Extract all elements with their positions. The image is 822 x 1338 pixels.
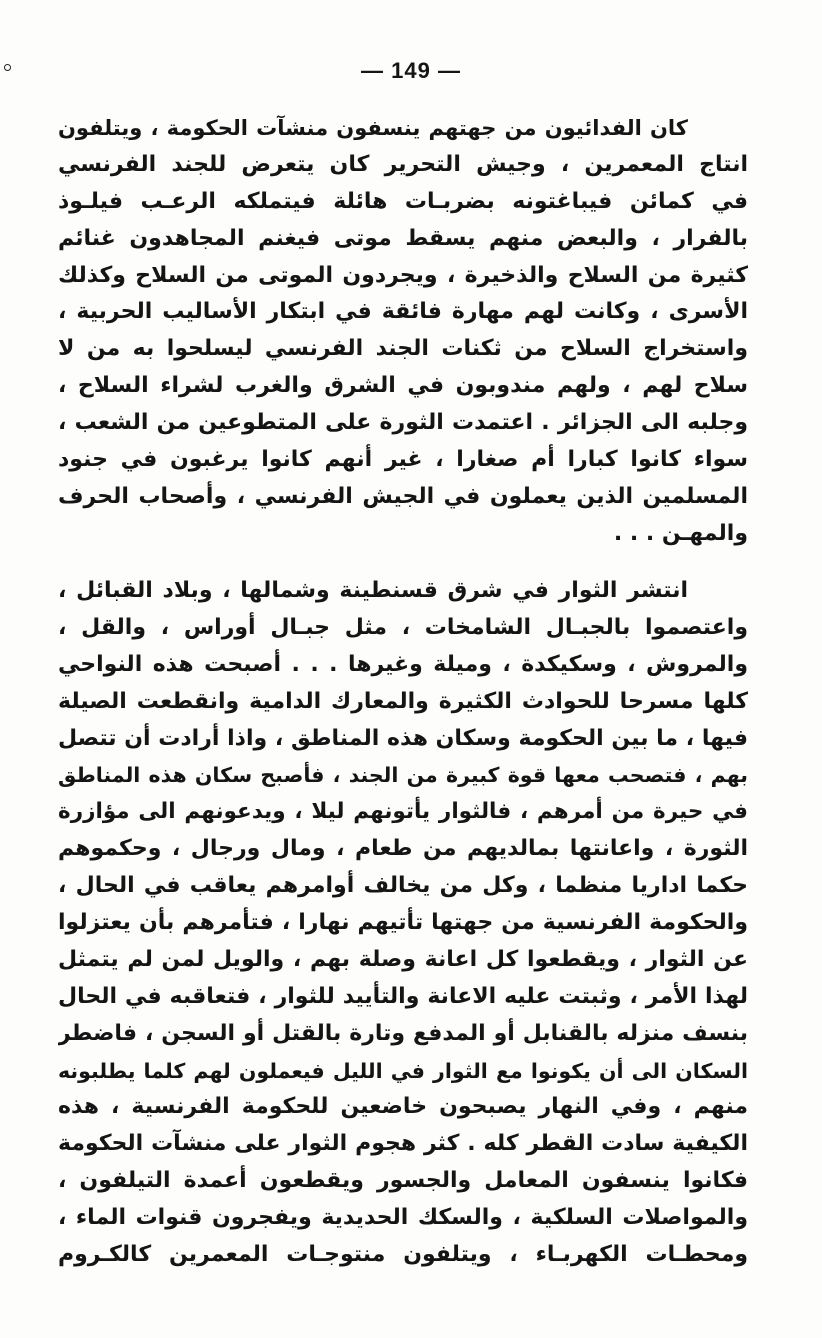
text-line: والمواصلات السلكية ، والسكك الحديدية ويفجرون قنوات الماء ، [58,1205,748,1231]
text-line: عن الثوار ، ويقطعوا كل اعانة وصلة بهم ، والويل لمن لم يتمثل [58,946,748,972]
text-line: بنسف منزله بالقنابل أو المدفع وتارة بالقتل أو السجن ، فاضطر [58,1020,748,1046]
text-line: واعتصموا بالجبـال الشامخات ، مثل جبـال أوراس ، والقل ، [58,614,748,640]
page-number: — 149 — [361,58,461,83]
text-line: منهم ، وفي النهار يصبحون خاضعين للحكومة الفرنسية ، هذه [58,1094,748,1120]
text-line: الكيفية سادت القطر كله . كثر هجوم الثوار على منشآت الحكومة [58,1131,748,1157]
text-line: الأسرى ، وكانت لهم مهارة فائقة في ابتكار الأساليب الحربية ، [58,299,748,325]
text-line: في كمائن فيباغتونه بضربـات هائلة فيتملكه الرعـب فيلـوذ [58,188,748,214]
text-line: لهذا الأمر ، وثبتت عليه الاعانة والتأييد للثوار ، فتعاقبه في الحال [58,983,748,1009]
text-line: سواء كانوا كبارا أم صغارا ، غير أنهم كانوا يرغبون في جنود [58,447,748,473]
paragraph-2 [58,573,748,1274]
text-line: المسلمين الذين يعملون في الجيش الفرنسي ، وأصحاب الحرف [58,483,748,509]
text-line: بالفرار ، والبعض منهم يسقط موتى فيغنم المجاهدون غنائم [58,225,748,251]
text-line: انتشر الثوار في شرق قسنطينة وشمالها ، وبلاد القبائل ، [58,578,688,603]
text-line: السكان الى أن يكونوا مع الثوار في الليل فيعملون لهم كلما يطلبونه [58,1058,748,1083]
text-line: وجلبه الى الجزائر . اعتمدت الثورة على المتطوعين من الشعب ، [58,410,748,436]
text-line: فيها ، ما بين الحكومة وسكان هذه المناطق ، واذا أرادت أن تتصل [58,725,748,751]
text-line: كان الفدائيون من جهتهم ينسفون منشآت الحكومة ، ويتلفون [58,116,688,140]
text-line: كثيرة من السلاح والذخيرة ، ويجردون الموتى من السلاح وكذلك [58,262,748,288]
text-line: كلها مسرحا للحوادث الكثيرة والمعارك الدامية وانقطعت الصيلة [58,688,748,714]
text-line: سلاح لهم ، ولهم مندوبون في الشرق والغرب لشراء السلاح ، [58,373,748,399]
text-line: بهم ، فتصحب معها قوة كبيرة من الجند ، فأصبح سكان هذه المناطق [58,763,748,788]
text-line: الثورة ، واعانتها بمالديهم من طعام ، ومال ورجال ، وحكموهم [58,836,748,862]
text-line: حكما اداريا منظما ، وكل من يخالف أوامرهم يعاقب في الحال ، [58,873,748,899]
text-line: والمهـن . . . [613,520,748,546]
text-line: فكانوا ينسفون المعامل والجسور ويقطعون أعمدة التيلفون ، [58,1168,748,1194]
text-line: واستخراج السلاح من ثكنات الجند الفرنسي ليسلحوا به من لا [58,336,748,362]
text-line: انتاج المعمرين ، وجيش التحرير كان يتعرض للجند الفرنسي [58,151,748,177]
paragraph-1 [58,110,748,553]
text-line: والحكومة الفرنسية من جهتها تأتيهم نهارا ، فتأمرهم بأن يعتزلوا [58,910,748,936]
text-line: والمروش ، وسكيكدة ، وميلة وغيرها . . . أصبحت هذه النواحي [58,651,748,677]
text-line: في حيرة من أمرهم ، فالثوار يأتونهم ليلا ، ويدعونهم الى مؤازرة [58,799,748,825]
text-line: ومحطـات الكهربـاء ، ويتلفون منتوجـات المعمرين كالكـروم [58,1242,748,1268]
